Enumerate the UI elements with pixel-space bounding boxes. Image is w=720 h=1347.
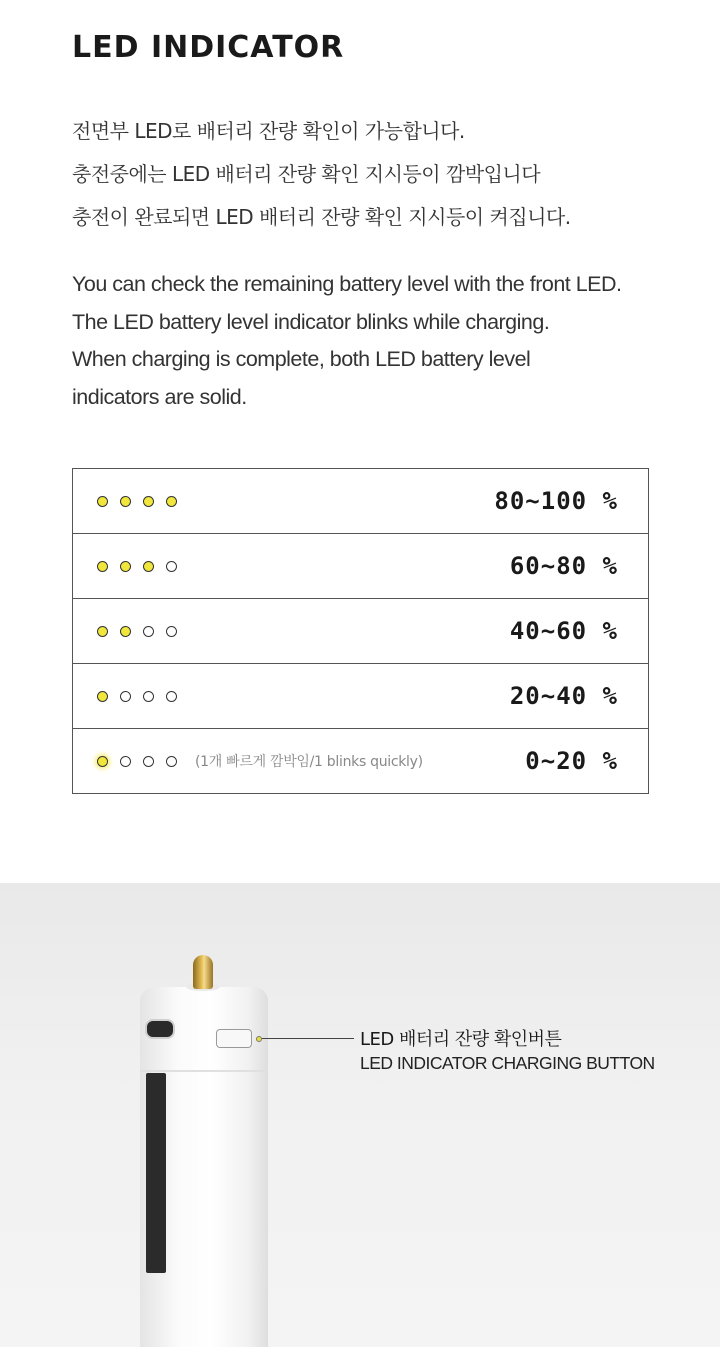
led-dots [97,751,423,771]
led-indicator-icon [97,496,108,507]
led-indicator-icon [166,756,177,767]
description-en-line: You can check the remaining battery level with the front LED. [72,272,622,296]
led-indicator-icon [166,496,177,507]
led-indicator-icon [143,496,154,507]
led-row-40-60 [73,598,648,663]
description-en-line: indicators are solid. [72,384,247,409]
description-en-line: When charging is complete, both LED battery level [72,347,531,371]
led-row-0-20 [73,728,648,793]
blink-note: (1개 빠르게 깜박임/1 blinks quickly) [195,754,423,770]
led-indicator-table [72,468,649,794]
led-indicator-icon [166,691,177,702]
led-check-button [216,1029,252,1048]
description-ko-line: 충전중에는 LED 배터리 잔량 확인 지시등이 깜박입니다 [72,162,541,186]
led-indicator-icon [97,626,108,637]
description-ko-line: 충전이 완료되면 LED 배터리 잔량 확인 지시등이 켜집니다. [72,205,571,229]
description-en-line: The LED battery level indicator blinks while charging. [72,309,550,334]
led-dots [97,626,189,637]
led-indicator-icon [166,626,177,637]
battery-range: 80~100 % [494,487,618,515]
led-indicator-icon [120,561,131,572]
callout-label-english: LED INDICATOR CHARGING BUTTON [360,1053,655,1073]
led-indicator-icon [120,691,131,702]
battery-range: 20~40 % [509,682,618,710]
led-row-20-40 [73,663,648,728]
battery-range: 0~20 % [525,747,618,775]
led-indicator-icon [120,496,131,507]
description-korean [72,110,571,239]
battery-range: 60~80 % [509,552,618,580]
callout-pointer-dot [256,1036,262,1042]
description-english [72,266,622,416]
led-indicator-icon [166,561,177,572]
led-indicator-icon [97,691,108,702]
led-indicator-icon [143,756,154,767]
page-title: LED INDICATOR [72,30,345,65]
led-indicator-icon [97,561,108,572]
led-dots [97,496,189,507]
device-label-strip [146,1073,166,1273]
led-indicator-icon [143,626,154,637]
gold-terminal-pin [193,955,213,989]
led-dots [97,561,189,572]
callout-label-korean: LED 배터리 잔량 확인버튼 [360,1029,562,1050]
led-indicator-icon [143,561,154,572]
led-indicator-icon [143,691,154,702]
led-row-80-100 [73,469,648,533]
description-ko-line: 전면부 LED로 배터리 잔량 확인이 가능합니다. [72,119,465,143]
led-indicator-icon [120,626,131,637]
callout-leader-line [262,1038,354,1039]
battery-range: 40~60 % [509,617,618,645]
led-indicator-icon [97,756,108,767]
led-dots [97,691,189,702]
product-photo [0,883,720,1347]
led-indicator-icon [120,756,131,767]
usb-c-port-icon [145,1019,175,1039]
device-cap-seam [140,1070,268,1072]
led-row-60-80 [73,533,648,598]
